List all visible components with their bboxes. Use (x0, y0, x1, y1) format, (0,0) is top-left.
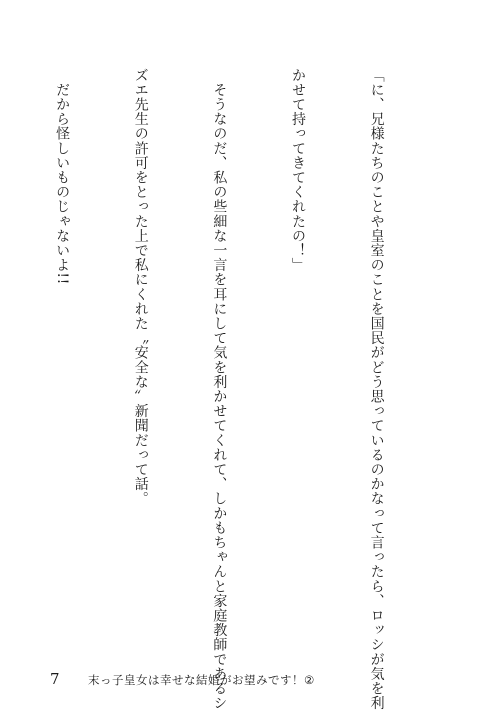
text-line: 「に、兄様たちのことや皇室のことを国民がどう思っているのかなって言ったら、ロッシが気を利 (368, 68, 385, 711)
text-line: かせて持ってきてくれたの！」 (289, 68, 306, 273)
text-line: ズエ先生の許可をとった上で私にくれた〝安全な〟新聞だって話。 (132, 68, 149, 506)
running-title: 末っ子皇女は幸せな結婚がお望みです！② (88, 673, 315, 687)
text-line: そうなのだ、私の些細な一言を耳にして気を利かせてくれて、しかもちゃんと家庭教師であるシ (211, 68, 228, 711)
page-footer (0, 670, 500, 690)
page-number: 7 (50, 670, 60, 688)
text-line: だから怪しいものじゃないよ!! (54, 68, 71, 285)
